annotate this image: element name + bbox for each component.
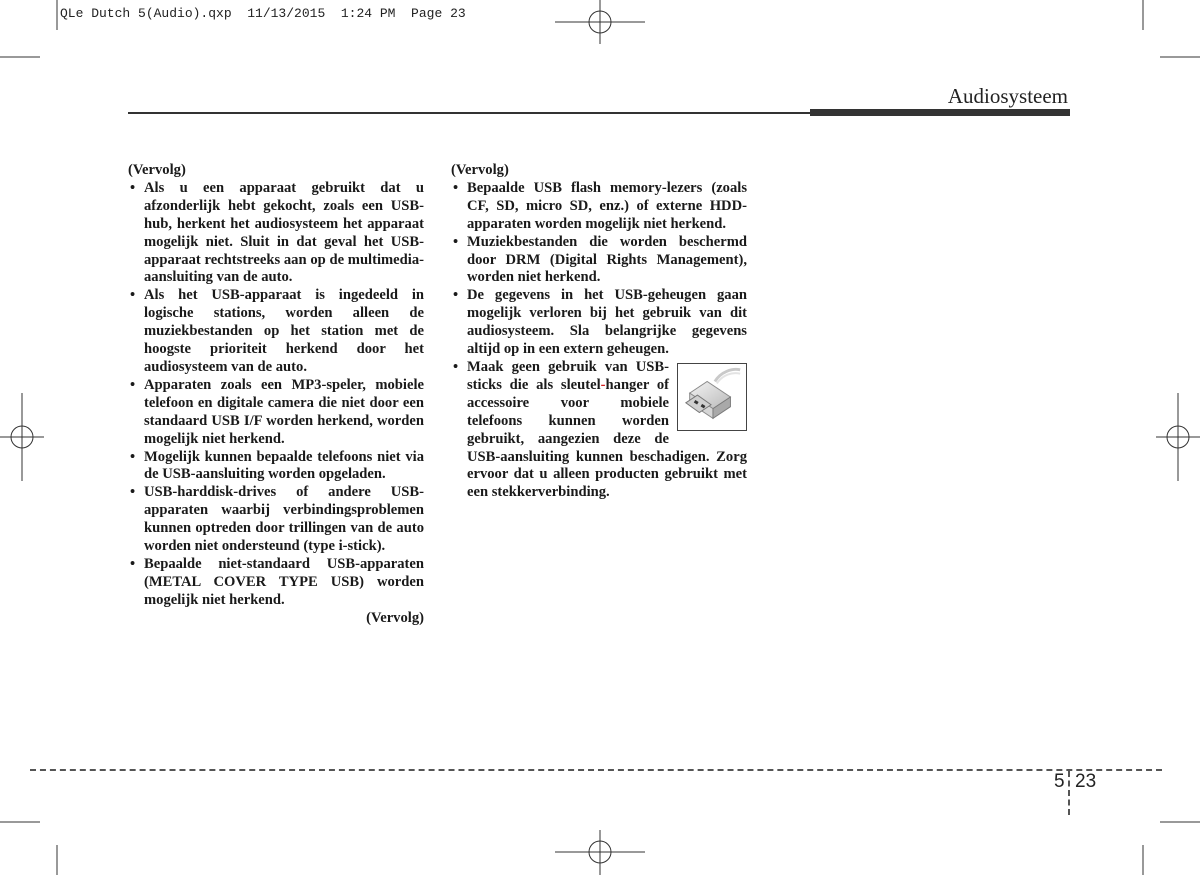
list-item: • Bepaalde USB flash memory-lezers (zoals CF, SD, micro SD, enz.) of externe HDD-apparaten worden mogelijk niet herkend.: [451, 180, 747, 234]
list-item: • Bepaalde niet-standaard USB-apparaten (METAL COVER TYPE USB) worden mogelijk niet herkend.: [128, 556, 424, 610]
list-item: • Mogelijk kunnen bepaalde telefoons niet via de USB-aansluiting worden opgeladen.: [128, 449, 424, 485]
registration-mark-icon: [555, 0, 645, 44]
list-item: • Apparaten zoals een MP3-speler, mobiele telefoon en digitale camera die niet door een standaard USB I/F worden herkend, worden mogelijk niet herkend.: [128, 377, 424, 449]
list-item-text: hanger of accessoire voor mobiele telefoons kunnen worden gebruikt, aangezien deze de USB-aansluiting kunnen beschadigen. Zorg ervoor dat u alleen producten gebruikt met een stekkerverbinding.: [467, 376, 747, 501]
footer-dashed-rule: [30, 769, 1162, 771]
bullet-list: [451, 180, 747, 502]
header-rule-accent: [810, 109, 1070, 116]
header-rule: [128, 112, 810, 114]
registration-mark-icon: [0, 393, 44, 481]
continued-label: (Vervolg): [451, 162, 509, 178]
footer-dashed-divider: [1068, 771, 1070, 815]
list-item: • Als u een apparaat gebruikt dat u afzonderlijk hebt gekocht, zoals een USB-hub, herkent het audiosysteem het apparaat mogelijk niet. Sluit in dat geval het USB-apparaat rechtstreeks aan op de multimedia-aansluiting van de auto.: [128, 180, 424, 287]
right-column: [451, 162, 747, 502]
usb-stick-icon: [677, 363, 747, 431]
hyphen-accent: -: [600, 376, 606, 393]
section-title: Audiosysteem: [947, 84, 1068, 108]
registration-mark-icon: [555, 830, 645, 875]
list-item: • Muziekbestanden die worden beschermd door DRM (Digital Rights Management), worden niet herkend.: [451, 234, 747, 288]
list-item: • De gegevens in het USB-geheugen gaan mogelijk verloren bij het gebruik van dit audiosysteem. Sla belangrijke gegevens altijd op in een extern geheugen.: [451, 287, 747, 359]
print-slug-line: QLe Dutch 5(Audio).qxp 11/13/2015 1:24 PM Page 23: [60, 6, 466, 21]
continued-label: (Vervolg): [128, 162, 186, 178]
list-item-with-figure: [451, 359, 747, 502]
left-column: [128, 162, 424, 628]
registration-mark-icon: [1156, 393, 1200, 481]
list-item-text: Maak geen gebruik van USB-sticks die als sleutel: [467, 358, 669, 393]
bullet-list: [128, 180, 424, 610]
list-item: • Als het USB-apparaat is ingedeeld in logische stations, worden alleen de muziekbestanden op het station met de hoogste prioriteit herkend door het audiosysteem van de auto.: [128, 287, 424, 377]
chapter-number: 5: [1054, 771, 1065, 792]
list-item: • USB-harddisk-drives of andere USB-apparaten waarbij verbindingsproblemen kunnen optreden door trillingen van de auto worden niet ondersteund (type i-stick).: [128, 484, 424, 556]
page-number: 23: [1075, 771, 1097, 792]
continued-label: (Vervolg): [366, 609, 424, 626]
